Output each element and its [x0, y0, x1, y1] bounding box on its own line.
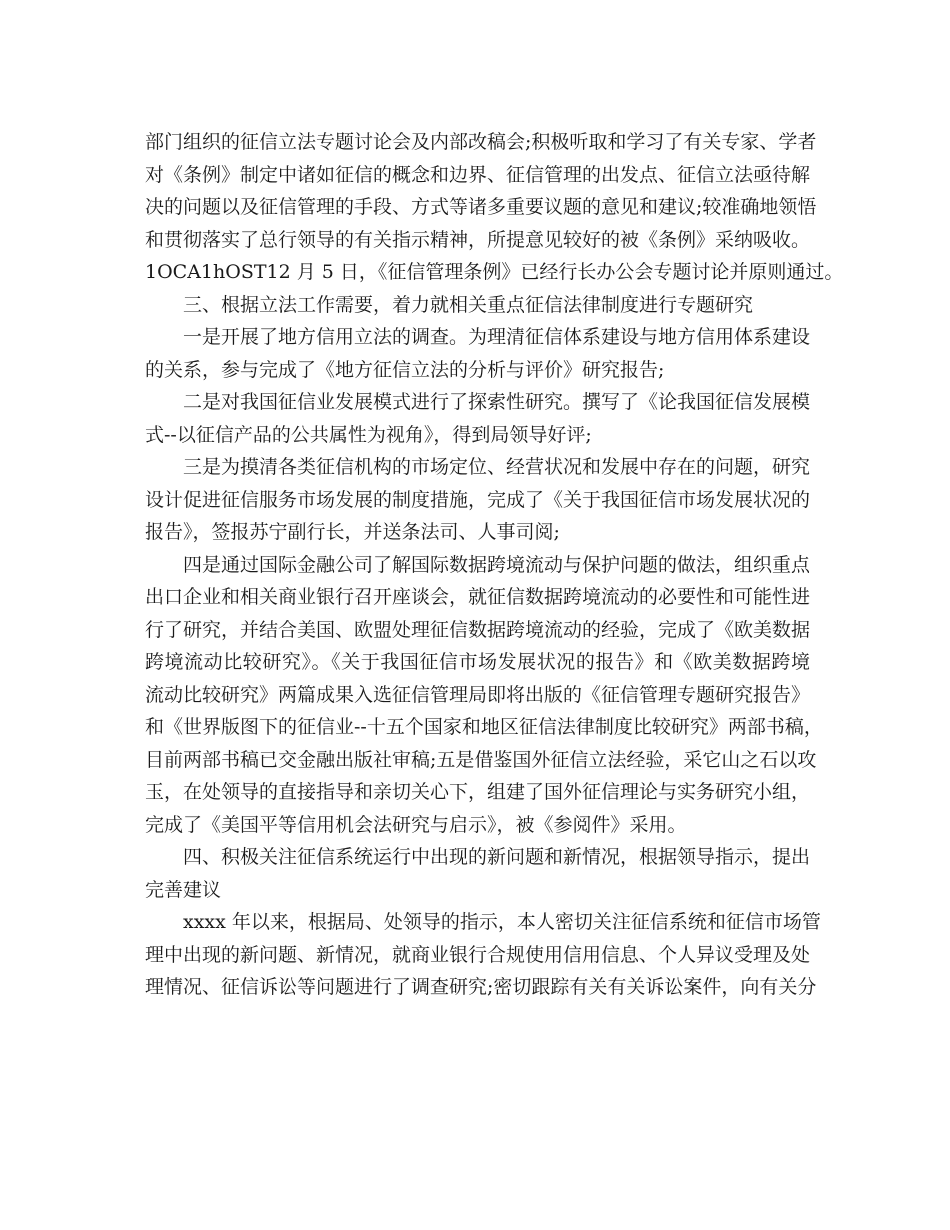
text-line: 设计促进征信服务市场发展的制度措施，完成了《关于我国征信市场发展状况的 — [145, 488, 811, 511]
text-line: 一是开展了地方信用立法的调查。为理清征信体系建设与地方信用体系建设 — [183, 326, 811, 348]
text-line: 三是为摸清各类征信机构的市场定位、经营状况和发展中存在的问题，研究 — [183, 456, 811, 478]
text-line: 三、根据立法工作需要，着力就相关重点征信法律制度进行专题研究 — [183, 293, 754, 316]
text-line: 的关系，参与完成了《地方征信立法的分析与评价》研究报告; — [145, 358, 665, 381]
text-line: 出口企业和相关商业银行召开座谈会，就征信数据跨境流动的必要性和可能性进 — [145, 586, 811, 608]
text-line: 理情况、征信诉讼等问题进行了调查研究;密切跟踪有关有关诉讼案件，向有关分 — [145, 976, 817, 998]
text-line: 对《条例》制定中诸如征信的概念和边界、征信管理的出发点、征信立法亟待解 — [145, 163, 811, 186]
text-line: 决的问题以及征信管理的手段、方式等诸多重要议题的意见和建议;较准确地领悟 — [145, 196, 817, 218]
text-line: 玉，在处领导的直接指导和亲切关心下，组建了国外征信理论与实务研究小组， — [145, 781, 811, 803]
text-line: 流动比较研究》两篇成果入选征信管理局即将出版的《征信管理专题研究报告》 — [145, 683, 811, 706]
text-line: 和《世界版图下的征信业--十五个国家和地区征信法律制度比较研究》两部书稿， — [145, 716, 823, 738]
text-line: 目前两部书稿已交金融出版社审稿;五是借鉴国外征信立法经验，采它山之石以攻 — [145, 748, 817, 771]
document-body — [145, 126, 844, 1004]
text-line: 完成了《美国平等信用机会法研究与启示》，被《参阅件》采用。 — [145, 813, 687, 836]
text-line: xxxx 年以来，根据局、处领导的指示，本人密切关注征信系统和征信市场管 — [183, 911, 821, 933]
text-line: 和贯彻落实了总行领导的有关指示精神，所提意见较好的被《条例》采纳吸收。 — [145, 228, 811, 251]
text-line: 二是对我国征信业发展模式进行了探索性研究。撰写了《论我国征信发展模 — [183, 391, 811, 413]
text-line: 报告》，签报苏宁副行长，并送条法司、人事司阅; — [145, 521, 560, 543]
text-line: 1OCA1hOST12 月 5 日，《征信管理条例》已经行长办公会专题讨论并原则通过。 — [145, 261, 844, 283]
text-line: 完善建议 — [145, 878, 222, 901]
text-line: 部门组织的征信立法专题讨论会及内部改稿会;积极听取和学习了有关专家、学者 — [145, 131, 817, 153]
text-line: 四、积极关注征信系统运行中出现的新问题和新情况，根据领导指示，提出 — [183, 846, 811, 868]
text-line: 跨境流动比较研究》。《关于我国征信市场发展状况的报告》和《欧美数据跨境 — [145, 651, 810, 673]
text-line: 理中出现的新问题、新情况，就商业银行合规使用信用信息、个人异议受理及处 — [145, 943, 811, 966]
text-line: 式--以征信产品的公共属性为视角》，得到局领导好评; — [145, 423, 592, 446]
text-line: 行了研究，并结合美国、欧盟处理征信数据跨境流动的经验，完成了《欧美数据 — [145, 618, 811, 641]
text-line: 四是通过国际金融公司了解国际数据跨境流动与保护问题的做法，组织重点 — [183, 553, 811, 576]
